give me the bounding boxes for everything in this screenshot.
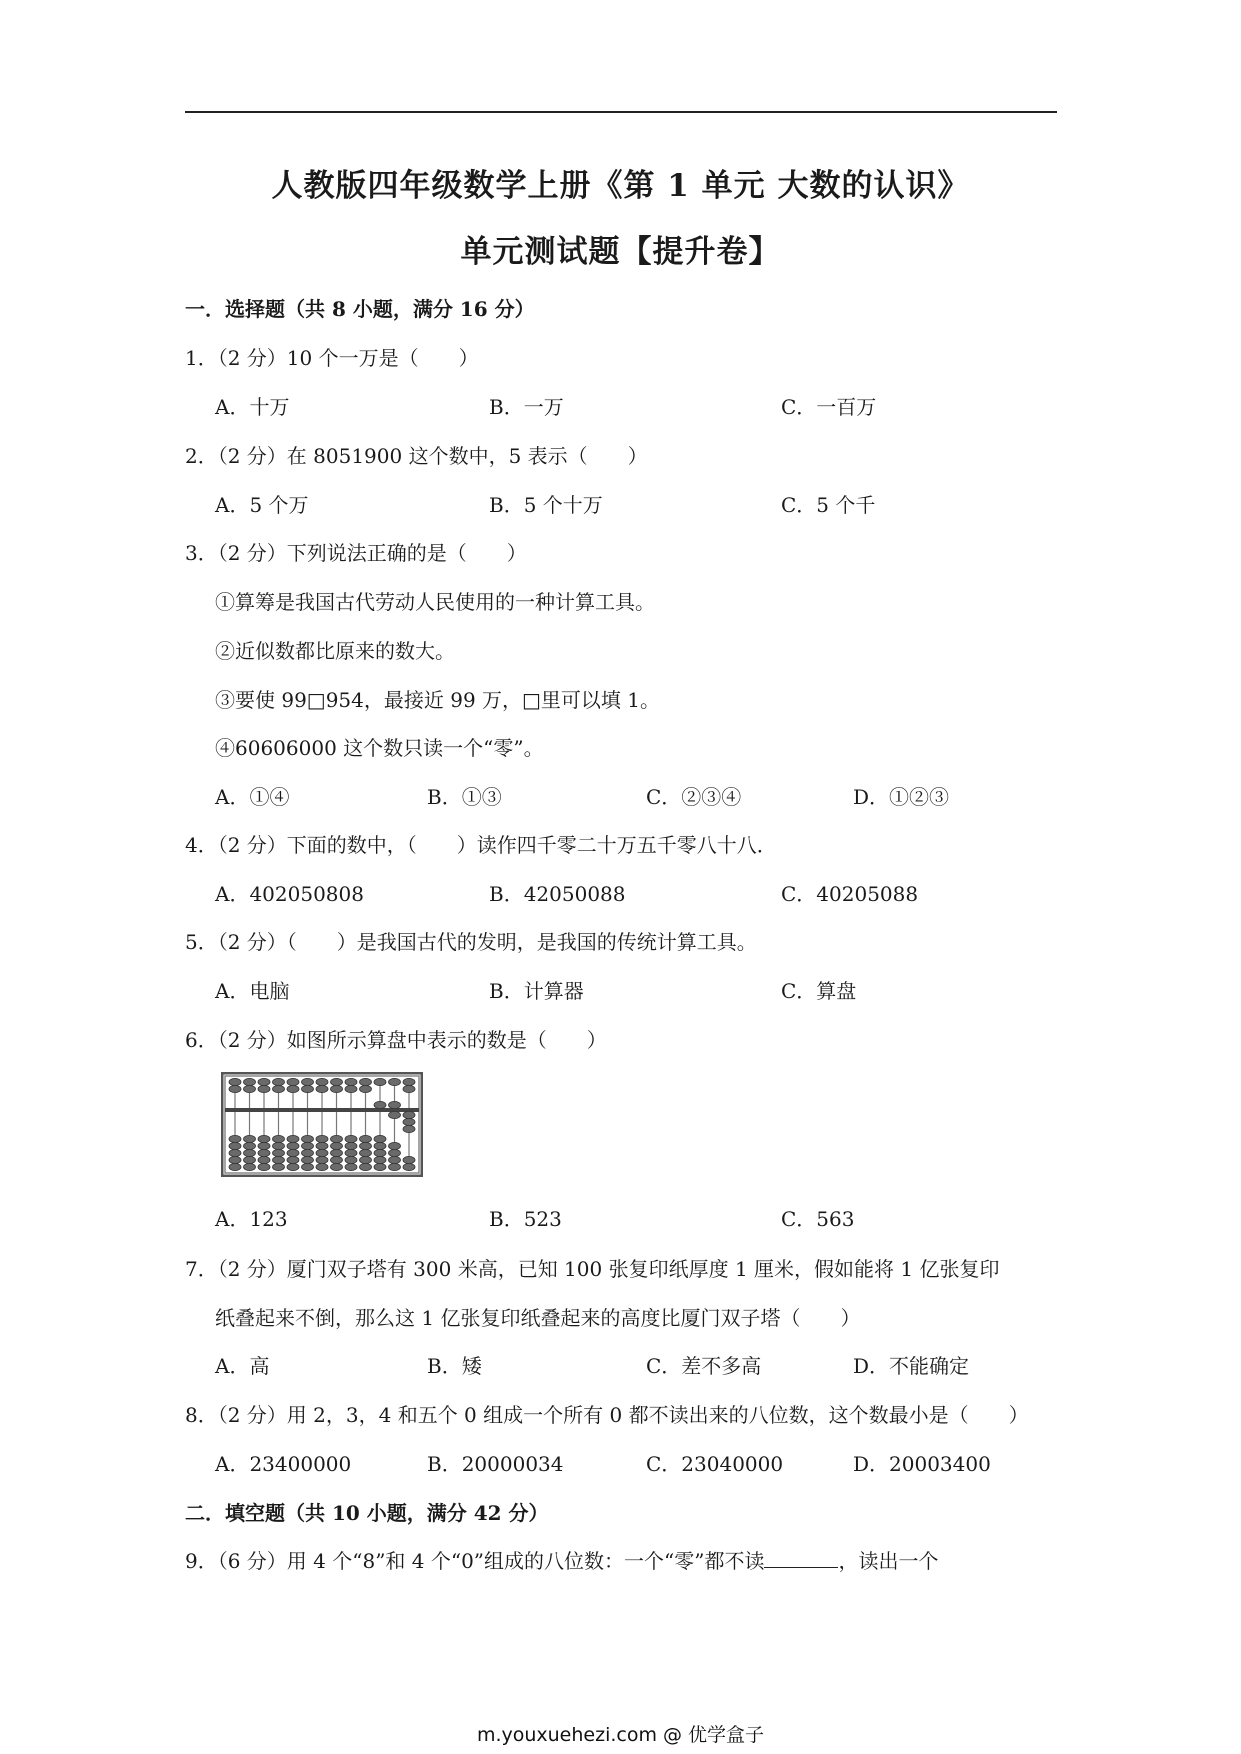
question-8-option-c: C．23040000 bbox=[646, 1452, 784, 1476]
abacus-upper-bead bbox=[244, 1078, 256, 1085]
question-1-option-b: B．一万 bbox=[489, 395, 564, 419]
section-heading-fill-blank: 二．填空题（共 10 小题，满分 42 分） bbox=[185, 1501, 549, 1525]
question-5-option-b: B．计算器 bbox=[489, 979, 584, 1003]
abacus-upper-bead bbox=[258, 1085, 270, 1092]
abacus-lower-bead bbox=[302, 1149, 314, 1156]
abacus-upper-bead bbox=[403, 1085, 415, 1092]
abacus-lower-bead bbox=[403, 1125, 415, 1132]
abacus-upper-bead bbox=[273, 1078, 285, 1085]
abacus-upper-bead bbox=[345, 1078, 357, 1085]
abacus-lower-bead bbox=[287, 1156, 299, 1163]
abacus-lower-bead bbox=[374, 1163, 386, 1170]
question-3-option-d: D．①②③ bbox=[853, 785, 950, 809]
abacus-lower-bead bbox=[287, 1149, 299, 1156]
abacus-lower-bead bbox=[273, 1149, 285, 1156]
abacus-lower-bead bbox=[244, 1142, 256, 1149]
question-6-option-a: A．123 bbox=[215, 1207, 288, 1231]
question-7-option-c: C．差不多高 bbox=[646, 1354, 762, 1378]
abacus-lower-bead bbox=[360, 1163, 372, 1170]
abacus-lower-bead bbox=[360, 1135, 372, 1142]
abacus-lower-bead bbox=[316, 1142, 328, 1149]
abacus-lower-bead bbox=[244, 1149, 256, 1156]
abacus-lower-bead bbox=[258, 1156, 270, 1163]
abacus-upper-bead bbox=[389, 1101, 401, 1108]
question-9-stem-part-1: 9．（6 分）用 4 个“8”和 4 个“0”组成的八位数：一个“零”都不读 bbox=[185, 1549, 765, 1573]
question-3-statement-4: ④60606000 这个数只读一个“零”。 bbox=[215, 736, 544, 760]
question-4-option-c: C．40205088 bbox=[781, 882, 919, 906]
abacus-lower-bead bbox=[287, 1142, 299, 1149]
abacus-upper-bead bbox=[287, 1078, 299, 1085]
question-5-stem: 5．（2 分）（ ）是我国古代的发明，是我国的传统计算工具。 bbox=[185, 930, 757, 954]
question-2-stem: 2．（2 分）在 8051900 这个数中，5 表示（ ） bbox=[185, 444, 648, 468]
abacus-lower-bead bbox=[331, 1149, 343, 1156]
abacus-upper-bead bbox=[360, 1078, 372, 1085]
question-5-option-a: A．电脑 bbox=[215, 979, 290, 1003]
page-subtitle: 单元测试题【提升卷】 bbox=[460, 234, 781, 270]
question-4-option-a: A．402050808 bbox=[215, 882, 364, 906]
question-9-stem-part-2: ，读出一个 bbox=[838, 1549, 939, 1573]
abacus-lower-bead bbox=[331, 1156, 343, 1163]
question-1-option-a: A．十万 bbox=[215, 395, 290, 419]
abacus-lower-bead bbox=[374, 1156, 386, 1163]
abacus-lower-bead bbox=[389, 1149, 401, 1156]
abacus-lower-bead bbox=[229, 1142, 241, 1149]
answer-blank bbox=[764, 1549, 838, 1568]
question-7-option-b: B．矮 bbox=[427, 1354, 482, 1378]
question-9-stem bbox=[185, 1545, 938, 1574]
abacus-upper-bead bbox=[403, 1078, 415, 1085]
abacus-lower-bead bbox=[389, 1156, 401, 1163]
abacus-lower-bead bbox=[229, 1163, 241, 1170]
abacus-lower-bead bbox=[389, 1142, 401, 1149]
abacus-lower-bead bbox=[360, 1149, 372, 1156]
abacus-lower-bead bbox=[229, 1135, 241, 1142]
abacus-upper-bead bbox=[374, 1101, 386, 1108]
abacus-lower-bead bbox=[345, 1163, 357, 1170]
abacus-upper-bead bbox=[360, 1085, 372, 1092]
abacus-lower-bead bbox=[360, 1156, 372, 1163]
question-1-option-c: C．一百万 bbox=[781, 395, 877, 419]
abacus-lower-bead bbox=[273, 1142, 285, 1149]
abacus-lower-bead bbox=[403, 1156, 415, 1163]
abacus-upper-bead bbox=[345, 1085, 357, 1092]
question-2-option-c: C．5 个千 bbox=[781, 493, 876, 517]
abacus-upper-bead bbox=[331, 1085, 343, 1092]
abacus-lower-bead bbox=[389, 1163, 401, 1170]
question-6-stem: 6．（2 分）如图所示算盘中表示的数是（ ） bbox=[185, 1028, 607, 1052]
abacus-figure bbox=[221, 1072, 423, 1177]
abacus-lower-bead bbox=[345, 1149, 357, 1156]
header-rule bbox=[185, 111, 1057, 113]
abacus-upper-bead bbox=[302, 1085, 314, 1092]
abacus-upper-bead bbox=[331, 1078, 343, 1085]
abacus-lower-bead bbox=[345, 1156, 357, 1163]
abacus-lower-bead bbox=[302, 1163, 314, 1170]
abacus-upper-bead bbox=[374, 1078, 386, 1085]
abacus-upper-bead bbox=[287, 1085, 299, 1092]
question-2-option-a: A．5 个万 bbox=[215, 493, 309, 517]
abacus-lower-bead bbox=[331, 1142, 343, 1149]
question-3-option-c: C．②③④ bbox=[646, 785, 742, 809]
abacus-upper-bead bbox=[316, 1078, 328, 1085]
question-4-option-b: B．42050088 bbox=[489, 882, 626, 906]
abacus-lower-bead bbox=[302, 1156, 314, 1163]
abacus-lower-bead bbox=[374, 1135, 386, 1142]
abacus-lower-bead bbox=[331, 1135, 343, 1142]
abacus-lower-bead bbox=[273, 1156, 285, 1163]
abacus-lower-bead bbox=[360, 1142, 372, 1149]
question-7-stem-line-2: 纸叠起来不倒，那么这 1 亿张复印纸叠起来的高度比厦门双子塔（ ） bbox=[215, 1306, 861, 1330]
question-6-option-c: C．563 bbox=[781, 1207, 855, 1231]
question-5-option-c: C．算盘 bbox=[781, 979, 857, 1003]
question-2-option-b: B．5 个十万 bbox=[489, 493, 603, 517]
abacus-upper-bead bbox=[258, 1078, 270, 1085]
abacus-upper-bead bbox=[229, 1085, 241, 1092]
question-3-option-b: B．①③ bbox=[427, 785, 502, 809]
abacus-lower-bead bbox=[403, 1111, 415, 1118]
footer-watermark: m.youxuehezi.com @ 优学盒子 bbox=[476, 1724, 765, 1746]
abacus-lower-bead bbox=[316, 1149, 328, 1156]
abacus-upper-bead bbox=[302, 1078, 314, 1085]
abacus-upper-bead bbox=[273, 1085, 285, 1092]
abacus-lower-bead bbox=[302, 1135, 314, 1142]
abacus-lower-bead bbox=[316, 1135, 328, 1142]
abacus-lower-bead bbox=[331, 1163, 343, 1170]
abacus-lower-bead bbox=[273, 1135, 285, 1142]
question-3-option-a: A．①④ bbox=[215, 785, 290, 809]
question-3-statement-2: ②近似数都比原来的数大。 bbox=[215, 639, 455, 663]
question-8-option-d: D．20003400 bbox=[853, 1452, 991, 1476]
abacus-lower-bead bbox=[403, 1118, 415, 1125]
question-1-stem: 1．（2 分）10 个一万是（ ） bbox=[185, 346, 479, 370]
abacus-lower-bead bbox=[389, 1111, 401, 1118]
section-heading-choice: 一．选择题（共 8 小题，满分 16 分） bbox=[185, 297, 535, 321]
abacus-upper-bead bbox=[389, 1078, 401, 1085]
abacus-lower-bead bbox=[244, 1163, 256, 1170]
abacus-lower-bead bbox=[258, 1149, 270, 1156]
abacus-upper-bead bbox=[229, 1078, 241, 1085]
question-6-option-b: B．523 bbox=[489, 1207, 562, 1231]
abacus-lower-bead bbox=[345, 1142, 357, 1149]
abacus-upper-bead bbox=[316, 1085, 328, 1092]
abacus-lower-bead bbox=[244, 1156, 256, 1163]
abacus-lower-bead bbox=[302, 1142, 314, 1149]
question-3-statement-1: ①算筹是我国古代劳动人民使用的一种计算工具。 bbox=[215, 590, 655, 614]
abacus-lower-bead bbox=[345, 1135, 357, 1142]
question-8-option-a: A．23400000 bbox=[215, 1452, 352, 1476]
question-7-stem-line-1: 7．（2 分）厦门双子塔有 300 米高，已知 100 张复印纸厚度 1 厘米，假如能将 1 亿张复印 bbox=[185, 1257, 1000, 1281]
abacus-lower-bead bbox=[229, 1149, 241, 1156]
question-4-stem: 4．（2 分）下面的数中，（ ）读作四千零二十万五千零八十八． bbox=[185, 833, 777, 857]
abacus-lower-bead bbox=[287, 1163, 299, 1170]
abacus-lower-bead bbox=[287, 1135, 299, 1142]
abacus-lower-bead bbox=[229, 1156, 241, 1163]
question-3-stem: 3．（2 分）下列说法正确的是（ ） bbox=[185, 541, 527, 565]
abacus-lower-bead bbox=[374, 1142, 386, 1149]
page-title: 人教版四年级数学上册《第 1 单元 大数的认识》 bbox=[271, 168, 970, 204]
question-8-option-b: B．20000034 bbox=[427, 1452, 564, 1476]
question-8-stem: 8．（2 分）用 2，3，4 和五个 0 组成一个所有 0 都不读出来的八位数，这个数最小是（ ） bbox=[185, 1403, 1029, 1427]
question-7-option-a: A．高 bbox=[215, 1354, 270, 1378]
abacus-lower-bead bbox=[316, 1163, 328, 1170]
abacus-lower-bead bbox=[258, 1142, 270, 1149]
abacus-lower-bead bbox=[244, 1135, 256, 1142]
question-7-option-d: D．不能确定 bbox=[853, 1354, 970, 1378]
abacus-lower-bead bbox=[273, 1163, 285, 1170]
abacus-lower-bead bbox=[403, 1163, 415, 1170]
abacus-lower-bead bbox=[258, 1163, 270, 1170]
abacus-lower-bead bbox=[316, 1156, 328, 1163]
abacus-lower-bead bbox=[374, 1149, 386, 1156]
abacus-lower-bead bbox=[258, 1135, 270, 1142]
abacus-upper-bead bbox=[244, 1085, 256, 1092]
question-3-statement-3: ③要使 99□954，最接近 99 万，□里可以填 1。 bbox=[215, 688, 661, 712]
